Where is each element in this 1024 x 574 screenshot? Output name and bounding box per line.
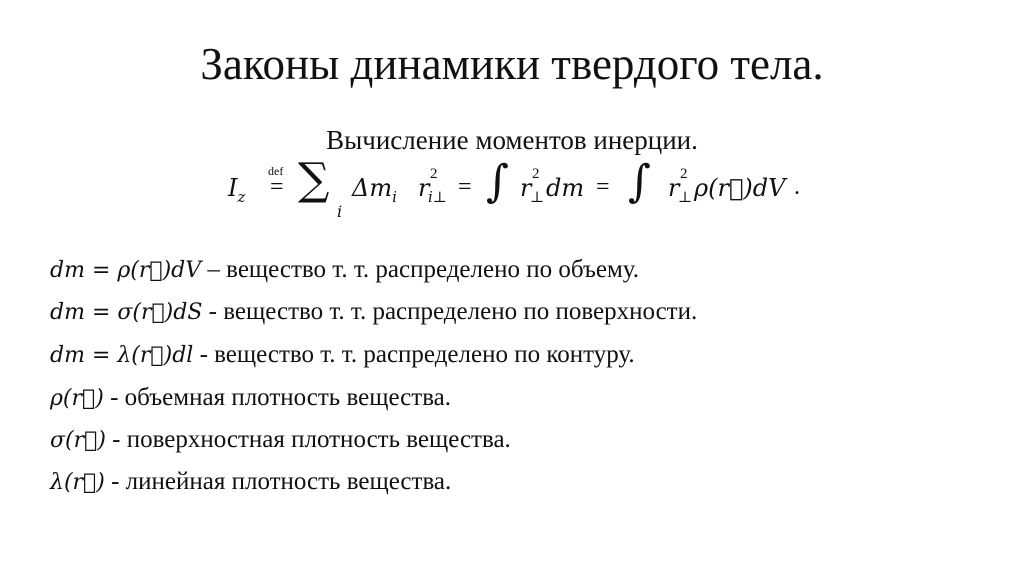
list-item [50, 463, 451, 501]
formula-dm: dm [546, 174, 585, 202]
list-item [50, 379, 451, 417]
line-math: dm = σ(r⃗)dS [50, 300, 203, 325]
r3-sub: ⊥ [678, 190, 693, 206]
list-item [50, 293, 697, 331]
line-text: - вещество т. т. распределено по поверхности. [202, 298, 698, 325]
sum-sign: ∑ [298, 154, 330, 205]
r2-sup: 2 [532, 166, 540, 182]
line-text: - объемная плотность вещества. [103, 384, 452, 411]
slide-subtitle: Вычисление моментов инерции. [326, 125, 698, 155]
integral-1: ∫ [486, 156, 509, 207]
line-math: ρ(r⃗) [50, 386, 104, 411]
line-text: - поверхностная плотность вещества. [105, 426, 511, 453]
formula-term-r-perp-2: r [668, 174, 680, 202]
list-item [50, 421, 511, 459]
equals-2: = [596, 174, 610, 200]
def-label: def [268, 164, 284, 178]
line-math: dm = ρ(r⃗)dV [50, 258, 202, 283]
formula-term-r-perp: r [520, 174, 532, 202]
line-text: – вещество т. т. распределено по объему. [201, 256, 640, 283]
line-text: - вещество т. т. распределено по контуру. [193, 341, 635, 368]
r3-sup: 2 [680, 166, 688, 182]
slide-title: Законы динамики твердого тела. [200, 39, 824, 89]
list-item [50, 336, 635, 374]
integral-2: ∫ [628, 156, 651, 207]
line-math: λ(r⃗) [50, 470, 105, 495]
r1-sub: i⊥ [428, 188, 447, 206]
formula-tail: ρ(r⃗)dV [694, 174, 786, 202]
line-math: dm = λ(r⃗)dl [50, 343, 194, 368]
formula-lhs: $I_z$ [228, 174, 246, 206]
formula-term-dm: $\Delta m_i$ [352, 174, 397, 206]
def-equals: = [270, 174, 284, 200]
line-text: - линейная плотность вещества. [104, 468, 452, 495]
moment-of-inertia-formula [228, 154, 828, 232]
formula-term-r-i: r [418, 174, 430, 202]
formula-end: . [794, 174, 800, 200]
r2-sub: ⊥ [530, 190, 545, 206]
equals-1: = [458, 174, 472, 200]
list-item [50, 251, 639, 289]
line-math: σ(r⃗) [50, 428, 106, 453]
sum-index: i [337, 202, 343, 221]
r1-sup: 2 [430, 166, 438, 182]
